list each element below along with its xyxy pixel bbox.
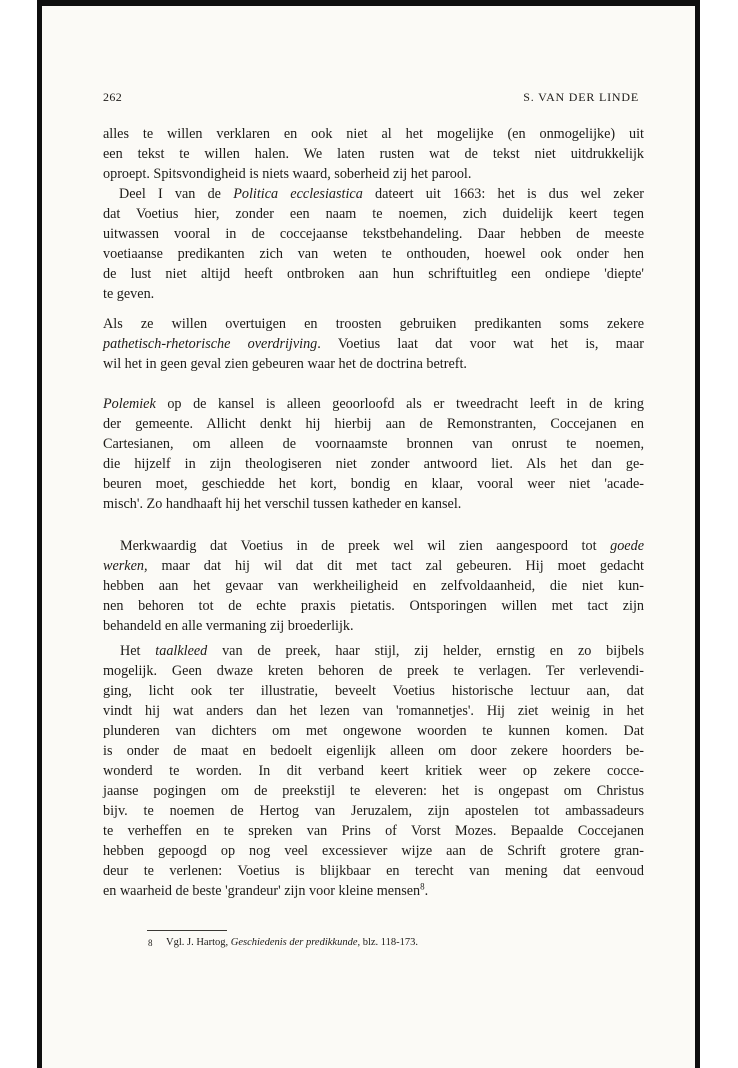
text-line: dat Voetius hier, zonder een naam te noemen, zich duidelijk keert tegen [103,206,644,222]
text-line: ging, licht ook ter illustratie, beveelt Voetius historische lectuur aan, dat [103,683,644,699]
term-taalkleed: taalkleed [155,643,208,659]
text-line: wonderd te worden. In dit verband keert kritiek weer op zekere cocce- [103,763,644,779]
text-line: oproept. Spitsvondigheid is niets waard, soberheid zij het parool. [103,166,472,182]
term-werken: werken, [103,558,148,574]
running-head [103,90,639,106]
text-line: uitwassen vooral in de coccejaanse tekstbehandeling. Daar hebben de meeste [103,226,644,242]
text-line: Het taalkleed van de preek, haar stijl, zij helder, ernstig en zo bijbels [120,643,644,659]
term-polemiek: Polemiek [103,396,156,412]
text-line: de lust niet altijd heeft ontbroken aan hun schriftuitleg een ondiepe 'diepte' [103,266,644,282]
text-line: Cartesianen, om alleen de voornaamste bronnen van onrust te noemen, [103,436,644,452]
footnote-rule [147,930,227,931]
text-line: mogelijk. Geen dwaze kreten behoren de preek te verlagen. Ter verlevendi- [103,663,644,679]
text-line: hebben gepoogd op nog veel excessiever wijze aan de Schrift grotere gran- [103,843,644,859]
text-line: te geven. [103,286,155,302]
text-line: alles te willen verklaren en ook niet al het mogelijke (en onmogelijke) uit [103,126,644,142]
footnote-reference[interactable]: 8 [420,881,425,892]
text-line: Deel I van de Politica ecclesiastica dateert uit 1663: het is dus wel zeker [119,186,644,202]
paragraph-3 [103,314,644,374]
text-line: beuren moet, geschiedde het kort, bondig en klaar, vooral weer niet 'acade- [103,476,644,492]
text-line: Polemiek op de kansel is alleen geoorloofd als er tweedracht leeft in de kring [103,396,644,412]
paragraph-5 [103,536,644,636]
text-line: bijv. te noemen de Hertog van Jeruzalem, zijn apostelen tot ambassadeurs [103,803,644,819]
text-line: hebben aan het gevaar van werkheiligheid en zelfvoldaanheid, die niet kun- [103,578,644,594]
term-overdrijving: pathetisch-rhetorische overdrijving [103,336,318,352]
footnote: 8 Vgl. J. Hartog, Geschiedenis der predikkunde, blz. 118-173. [148,937,419,948]
text-line: Merkwaardig dat Voetius in de preek wel wil zien aangespoord tot goede [120,538,644,554]
text-line: een tekst te willen halen. We laten rusten wat de tekst niet uitdrukkelijk [103,146,644,162]
title-politica: Politica ecclesiastica [233,186,363,202]
text-line: Als ze willen overtuigen en troosten gebruiken predikanten soms zekere [103,316,644,332]
text-line: die hijzelf in zijn theologiseren niet zonder antwoord liet. Als het dan ge- [103,456,644,472]
text-line: te verheffen en te spreken van Prins of Vorst Mozes. Bepaalde Coccejanen [103,823,644,839]
term-goede: goede [610,538,644,554]
paragraph-4 [103,394,644,514]
text-line: misch'. Zo handhaaft hij het verschil tussen katheder en kansel. [103,496,462,512]
text-line: pathetisch-rhetorische overdrijving. Voetius laat dat voor wat het is, maar [103,336,644,352]
footnote-book-title: Geschiedenis der predikkunde, [230,937,361,948]
text-line: vindt hij wat anders dan het lezen van 'romannetjes'. Hij ziet weinig in het [103,703,644,719]
scan-border-right [695,0,700,1068]
text-line: plunderen van dichters om met ongewone woorden te kunnen komen. Dat [103,723,644,739]
text-line: is onder de maat en bedoelt eigenlijk alleen om door zekere hoorders be- [103,743,644,759]
paragraph-6 [103,641,644,901]
text-line: wil het in geen geval zien gebeuren waar het de doctrina betreft. [103,356,467,372]
text-line: nen behoren tot de echte praxis pietatis. Ontsporingen willen met tact zijn [103,598,644,614]
paragraph-1 [103,124,644,304]
text-line: voetiaanse predikanten zich van weten te onthouden, hoewel ook onder hen [103,246,644,262]
text-line: der gemeente. Allicht denkt hij hierbij aan de Remonstranten, Coccejanen en [103,416,644,432]
text-line: deur te verlenen: Voetius is blijkbaar en terecht van mening dat eenvoud [103,863,644,879]
page-number: 262 [103,90,123,104]
text-line: en waarheid de beste 'grandeur' zijn voor kleine mensen$^8$. [103,881,429,899]
text-line: behandeld en alle vermaning zij broederlijk. [103,618,354,634]
text-line: jaanse pogingen om de preekstijl te eleveren: het is ongepast om Christus [103,783,644,799]
text-line: werken, maar dat hij wil dat dit met tact zal gebeuren. Hij moet gedacht [103,558,644,574]
footnote-marker: 8 [148,938,153,948]
running-head-author: S. VAN DER LINDE [523,90,639,104]
